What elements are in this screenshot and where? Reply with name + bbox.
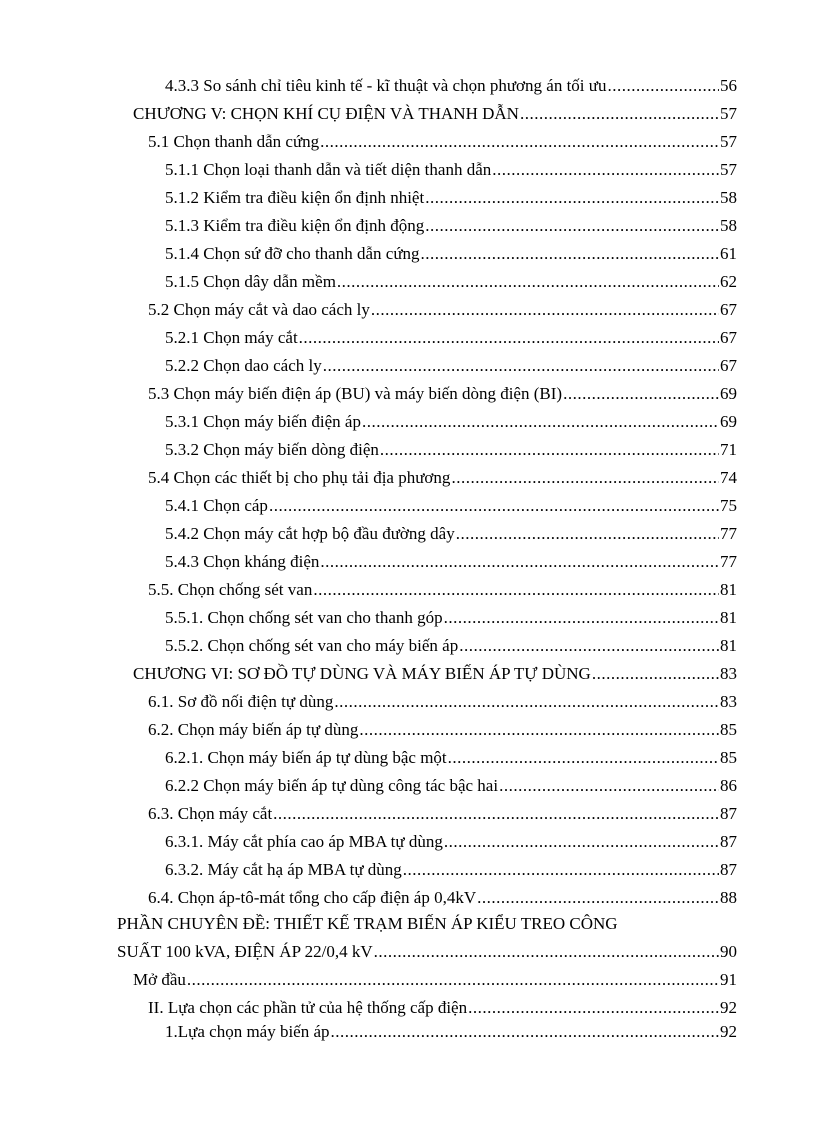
toc-entry[interactable] <box>117 942 737 962</box>
toc-entry[interactable] <box>148 804 737 824</box>
toc-entry-wrapped-first-line[interactable]: PHẦN CHUYÊN ĐỀ: THIẾT KẾ TRẠM BIẾN ÁP KIỂU TREO CÔNG <box>117 914 618 933</box>
toc-entry[interactable] <box>133 970 737 990</box>
toc-leader <box>451 468 719 488</box>
toc-leader <box>459 636 719 656</box>
toc-entry[interactable] <box>165 328 737 348</box>
toc-leader <box>444 832 719 852</box>
toc-entry[interactable] <box>165 748 737 768</box>
toc-entry[interactable] <box>165 356 737 376</box>
toc-entry-label: 5.4 Chọn các thiết bị cho phụ tải địa phương <box>148 468 451 487</box>
toc-entry-label: 5.5. Chọn chống sét van <box>148 580 313 599</box>
toc-entry-label: 5.3.2 Chọn máy biến dòng điện <box>165 440 379 459</box>
toc-entry-label: 4.3.3 So sánh chỉ tiêu kinh tế - kĩ thuật và chọn phương án tối ưu <box>165 76 607 95</box>
toc-leader <box>273 804 719 824</box>
toc-leader <box>468 998 719 1018</box>
toc-entry-page: 81 <box>720 636 737 655</box>
toc-entry-page: 86 <box>720 776 737 795</box>
toc-entry-page: 88 <box>720 888 737 907</box>
toc-leader <box>359 720 719 740</box>
toc-entry-label: 6.3. Chọn máy cắt <box>148 804 273 823</box>
toc-entry-page: 90 <box>720 942 737 961</box>
toc-entry-label: Mở đầu <box>133 970 186 989</box>
toc-entry-page: 92 <box>720 1022 737 1041</box>
toc-leader <box>337 272 719 292</box>
toc-entry-page: 74 <box>720 468 737 487</box>
toc-leader <box>444 608 719 628</box>
toc-leader <box>362 412 719 432</box>
toc-entry-page: 57 <box>720 132 737 151</box>
toc-entry-label: 5.2.1 Chọn máy cắt <box>165 328 298 347</box>
toc-entry-page: 77 <box>720 524 737 543</box>
toc-entry-page: 83 <box>720 692 737 711</box>
toc-entry[interactable] <box>133 104 737 124</box>
toc-leader <box>456 524 719 544</box>
toc-entry[interactable] <box>148 300 737 320</box>
toc-leader <box>320 552 719 572</box>
toc-entry[interactable] <box>165 440 737 460</box>
toc-entry-page: 87 <box>720 832 737 851</box>
toc-leader <box>592 664 719 684</box>
toc-entry-page: 92 <box>720 998 737 1017</box>
toc-entry[interactable] <box>148 384 737 404</box>
toc-leader <box>331 1022 719 1042</box>
toc-entry-page: 77 <box>720 552 737 571</box>
toc-leader <box>380 440 719 460</box>
toc-entry-label: 5.4.2 Chọn máy cắt hợp bộ đầu đường dây <box>165 524 455 543</box>
toc-leader <box>323 356 719 376</box>
toc-entry[interactable] <box>165 832 737 852</box>
toc-entry[interactable] <box>165 776 737 796</box>
toc-entry[interactable] <box>148 888 737 908</box>
toc-entry-page: 56 <box>720 76 737 95</box>
toc-entry-page: 57 <box>720 104 737 123</box>
toc-entry[interactable] <box>165 188 737 208</box>
toc-entry-page: 81 <box>720 580 737 599</box>
toc-entry-label: CHƯƠNG VI: SƠ ĐỒ TỰ DÙNG VÀ MÁY BIẾN ÁP TỰ DÙNG <box>133 664 591 683</box>
toc-entry-label: 5.4.1 Chọn cáp <box>165 496 268 515</box>
toc-leader <box>425 216 719 236</box>
toc-entry-page: 85 <box>720 748 737 767</box>
toc-entry-page: 81 <box>720 608 737 627</box>
toc-entry[interactable] <box>165 272 737 292</box>
toc-leader <box>563 384 719 404</box>
toc-entry[interactable] <box>165 636 737 656</box>
toc-entry[interactable] <box>148 468 737 488</box>
toc-entry-label: 5.1.5 Chọn dây dẫn mềm <box>165 272 336 291</box>
toc-entry-label: 5.3 Chọn máy biến điện áp (BU) và máy biến dòng điện (BI) <box>148 384 563 403</box>
toc-entry-label: 5.3.1 Chọn máy biến điện áp <box>165 412 361 431</box>
toc-entry-page: 75 <box>720 496 737 515</box>
toc-entry-page: 87 <box>720 804 737 823</box>
toc-entry-label: 5.1.1 Chọn loại thanh dẫn và tiết diện thanh dẫn <box>165 160 492 179</box>
toc-leader <box>187 970 719 990</box>
toc-leader <box>477 888 719 908</box>
toc-entry-label: 5.1 Chọn thanh dẫn cứng <box>148 132 320 151</box>
toc-entry[interactable] <box>165 608 737 628</box>
toc-entry-label: 6.3.1. Máy cắt phía cao áp MBA tự dùng <box>165 832 443 851</box>
toc-entry-label: 6.3.2. Máy cắt hạ áp MBA tự dùng <box>165 860 402 879</box>
toc-entry[interactable] <box>148 580 737 600</box>
toc-entry[interactable] <box>148 998 737 1018</box>
toc-entry[interactable] <box>165 1022 737 1042</box>
toc-entry-page: 67 <box>720 300 737 319</box>
toc-entry-label: 1.Lựa chọn máy biến áp <box>165 1022 330 1041</box>
toc-entry[interactable] <box>165 76 737 96</box>
toc-leader <box>448 748 719 768</box>
toc-entry-label: 6.2. Chọn máy biến áp tự dùng <box>148 720 359 739</box>
toc-leader <box>403 860 719 880</box>
toc-entry-page: 71 <box>720 440 737 459</box>
toc-leader <box>492 160 719 180</box>
toc-leader <box>499 776 719 796</box>
toc-leader <box>374 942 719 962</box>
toc-entry-page: 87 <box>720 860 737 879</box>
toc-entry-page: 62 <box>720 272 737 291</box>
toc-entry[interactable] <box>148 132 737 152</box>
toc-entry-page: 58 <box>720 216 737 235</box>
toc-entry[interactable] <box>133 664 737 684</box>
toc-leader <box>608 76 720 96</box>
toc-entry[interactable] <box>165 496 737 516</box>
toc-leader <box>334 692 719 712</box>
toc-entry-page: 91 <box>720 970 737 989</box>
toc-entry-label: II. Lựa chọn các phần tử của hệ thống cấp điện <box>148 998 468 1017</box>
toc-leader <box>425 188 719 208</box>
toc-entry[interactable] <box>165 244 737 264</box>
toc-entry-label: 5.1.2 Kiểm tra điều kiện ổn định nhiệt <box>165 188 425 207</box>
toc-entry-label: 6.2.2 Chọn máy biến áp tự dùng công tác bậc hai <box>165 776 499 795</box>
toc-leader <box>320 132 719 152</box>
toc-leader <box>299 328 719 348</box>
toc-entry-label: 6.2.1. Chọn máy biến áp tự dùng bậc một <box>165 748 447 767</box>
toc-entry-label: 5.1.3 Kiểm tra điều kiện ổn định động <box>165 216 425 235</box>
toc-entry-page: 69 <box>720 412 737 431</box>
toc-entry-label: 5.2.2 Chọn dao cách ly <box>165 356 322 375</box>
toc-entry-page: 58 <box>720 188 737 207</box>
toc-entry[interactable] <box>165 160 737 180</box>
toc-entry-page: 61 <box>720 244 737 263</box>
toc-entry[interactable] <box>165 412 737 432</box>
toc-entry-label: 6.4. Chọn áp-tô-mát tổng cho cấp điện áp 0,4kV <box>148 888 477 907</box>
toc-entry-page: 67 <box>720 356 737 375</box>
toc-entry-label: 5.1.4 Chọn sứ đỡ cho thanh dẫn cứng <box>165 244 420 263</box>
toc-entry[interactable] <box>165 860 737 880</box>
toc-entry-label: CHƯƠNG V: CHỌN KHÍ CỤ ĐIỆN VÀ THANH DẪN <box>133 104 519 123</box>
toc-entry[interactable] <box>165 524 737 544</box>
toc-leader <box>269 496 719 516</box>
toc-entry-page: 83 <box>720 664 737 683</box>
toc-entry-label: SUẤT 100 kVA, ĐIỆN ÁP 22/0,4 kV <box>117 942 373 961</box>
toc-leader <box>520 104 719 124</box>
toc-entry-label: 5.5.2. Chọn chống sét van cho máy biến áp <box>165 636 459 655</box>
toc-entry-label: 5.5.1. Chọn chống sét van cho thanh góp <box>165 608 443 627</box>
toc-entry[interactable] <box>148 692 737 712</box>
toc-entry-page: 67 <box>720 328 737 347</box>
toc-entry-page: 57 <box>720 160 737 179</box>
toc-entry[interactable] <box>165 552 737 572</box>
toc-leader <box>371 300 719 320</box>
toc-entry[interactable] <box>165 216 737 236</box>
toc-entry-page: 85 <box>720 720 737 739</box>
toc-entry-label: 6.1. Sơ đồ nối điện tự dùng <box>148 692 334 711</box>
toc-entry-label: 5.2 Chọn máy cắt và dao cách ly <box>148 300 370 319</box>
toc-entry-page: 69 <box>720 384 737 403</box>
toc-leader <box>421 244 719 264</box>
toc-entry-label: 5.4.3 Chọn kháng điện <box>165 552 320 571</box>
toc-entry[interactable] <box>148 720 737 740</box>
toc-leader <box>313 580 719 600</box>
